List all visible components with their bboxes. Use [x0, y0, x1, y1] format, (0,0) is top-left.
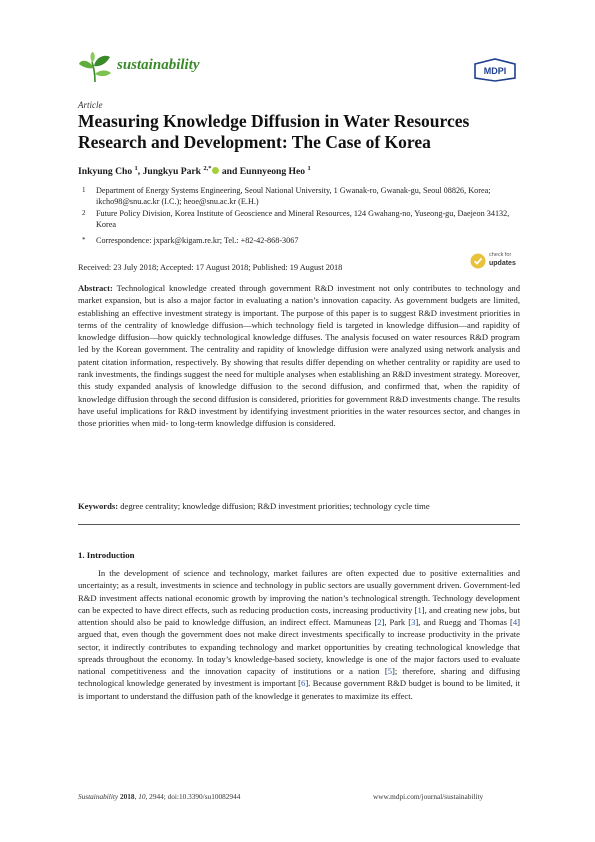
footer-url[interactable]: www.mdpi.com/journal/sustainability: [373, 792, 484, 801]
author-affiliation-mark: 1: [307, 165, 311, 172]
author-affiliation-mark: 2,*: [203, 165, 212, 172]
footer-citation: Sustainability 2018, 10, 2944; doi:10.3390/su10082944: [78, 792, 241, 801]
affiliation-marker: 1: [82, 186, 86, 194]
author-list: [78, 165, 311, 177]
affiliation-text: Department of Energy Systems Engineering, Seoul National University, 1 Gwanak-ro, Gwanak-gu, Seoul 08826, Korea; ikcho98@snu.ac.kr (I.C.); heoe@snu.ac.kr (E.H.): [96, 186, 491, 207]
sustainability-leaf-logo-icon: [78, 52, 112, 84]
section-divider: [78, 524, 520, 525]
affiliation-1: [78, 185, 523, 207]
publication-dates: Received: 23 July 2018; Accepted: 17 August 2018; Published: 19 August 2018: [78, 263, 343, 272]
text-run: ]; therefore, sharing and diffusing technological knowledge generated by investment is important [: [78, 666, 520, 689]
footer-volume: 10: [138, 792, 146, 801]
affiliation-marker: *: [82, 236, 86, 244]
check-updates-line2: updates: [489, 260, 516, 267]
abstract-text: Technological knowledge created through government R&D investment not only contributes to technology and market expansion, but is also a major factor in evaluating a nation’s innovation capacity. As government budgets are limited, establishing an effective investment strategy is important. The purpose of this paper is to suggest R&D investment priorities in terms of the centrality of knowledge diffusion—which technology field is targeted in knowledge diffusion—and rapidity of knowledge diffusion—how quickly technological knowledge diffuses. The analysis focused on water resources R&D program led by the Korean government. The centrality and rapidity of knowledge diffusion were analyzed using network analysis and patent citation information, respectively. By showing that results differ depending on whether centrality or rapidity are used to rank investments, the findings suggest the need for multiple analyses when establishing an R&D investment strategy. Moreover, this study expanded analysis of knowledge diffusion to the second diffusion, and confirmed that, when the rapidity of knowledge diffusion through the second diffusion is considered, priorities for government R&D investments change. The results have useful implications for R&D investment by identifying investment priorities in the water resources sector, and changes in those priorities when mid- to long-term knowledge diffusion is considered.: [78, 283, 520, 429]
article-title: Measuring Knowledge Diffusion in Water Resources Research and Development: The Case of Korea: [78, 111, 470, 152]
citation-link[interactable]: 4: [512, 617, 518, 627]
author-name[interactable]: Inkyung Cho: [78, 166, 135, 178]
affiliation-2: [78, 208, 523, 230]
author-affiliation-mark: 1: [134, 165, 138, 172]
citation-link[interactable]: 5: [387, 666, 393, 676]
check-updates-icon: [470, 253, 486, 269]
section-heading: 1. Introduction: [78, 550, 135, 560]
text-run: ], and creating new jobs, but attention should also be paid to knowledge diffusion, an indirect effect. Mamuneas [: [78, 604, 520, 627]
affiliation-marker: 2: [82, 209, 86, 217]
author-name[interactable]: , Jungkyu Park: [137, 166, 204, 178]
text-run: In the development of science and technology, market failures are often expected due to positive externalities and uncertainty; as a result, investments in science and technology in public sectors are usually government driven. Government-led R&D investment affects national economic growth by improving the nation’s technological strength. Technology development can be expected to have direct effects, such as reducing production costs, increasing productivity [: [78, 568, 520, 615]
mdpi-logo-icon: [473, 58, 517, 82]
citation-link[interactable]: 3: [411, 617, 416, 627]
citation-link[interactable]: 1: [417, 604, 422, 615]
mdpi-logo-text: MDPI: [483, 66, 507, 76]
citation-link[interactable]: 2: [377, 617, 382, 627]
text-run: ], and Ruegg and Thomas [: [415, 617, 513, 627]
affiliation-text: Future Policy Division, Korea Institute of Geoscience and Mineral Resources, 124 Gwahang-no, Yuseong-gu, Daejeon 34132, Korea: [96, 209, 510, 230]
correspondence-text: Correspondence: jxpark@kigam.re.kr; Tel.: +82-42-868-3067: [96, 236, 299, 245]
abstract: [78, 282, 520, 430]
check-updates-line1: check for: [489, 252, 512, 258]
author-name[interactable]: and Eunnyeong Heo: [219, 166, 308, 178]
correspondence: [78, 235, 523, 246]
footer-doi[interactable]: , 2944; doi:10.3390/su10082944: [145, 792, 241, 801]
text-run: ] argued that, even though the government does not make direct investments specifically to increase productivity in the private sector, it indirectly contributes to expanding technology and market opportunities by creating technological knowledge that spreads throughout the economy. In today’s knowledge-based society, knowledge is one of the major factors used to evaluate national competitiveness and the innovation capacity of institutions or a nation [: [78, 617, 521, 676]
footer-journal: Sustainability: [78, 792, 119, 801]
text-run: ], Park [: [381, 617, 412, 627]
keywords: [78, 500, 520, 512]
keywords-label: Keywords:: [78, 501, 119, 511]
article-type: Article: [78, 100, 103, 110]
citation-link[interactable]: 6: [301, 678, 306, 689]
journal-name: sustainability: [117, 57, 200, 73]
footer-year: 2018: [119, 792, 135, 801]
abstract-label: Abstract:: [78, 283, 113, 293]
keywords-text: degree centrality; knowledge diffusion; R&D investment priorities; technology cycle time: [118, 501, 430, 511]
paragraph: [78, 567, 520, 702]
text-run: ]. Because government R&D budget is bound to be limited, it is important to understand the diffusion path of the knowledge it generates to maximize its effect.: [78, 678, 521, 701]
check-for-updates-badge[interactable]: [470, 252, 522, 272]
introduction-body: [78, 567, 520, 702]
